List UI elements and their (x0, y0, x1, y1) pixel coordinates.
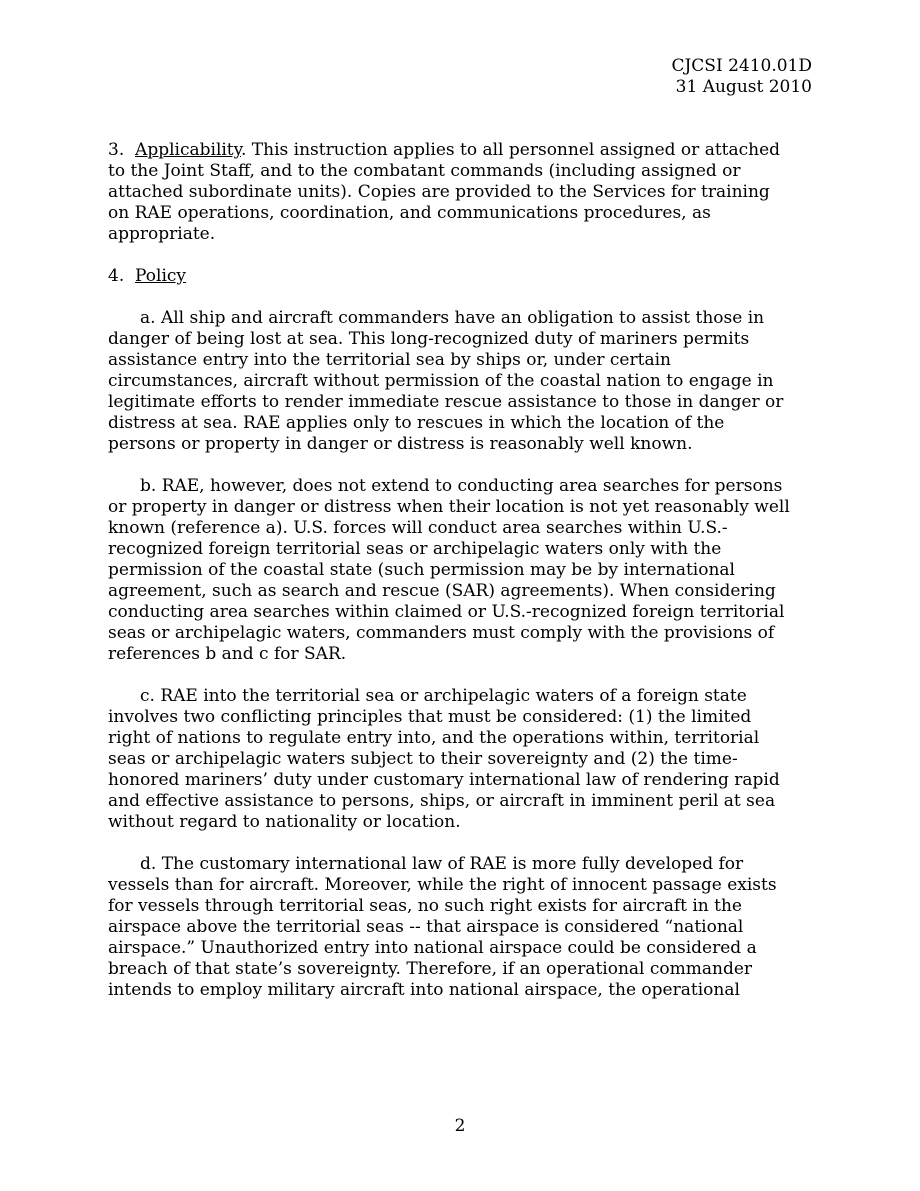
text-line: circumstances, aircraft without permission of the coastal nation to engage in (108, 371, 774, 391)
text-line: to the Joint Staff, and to the combatant commands (including assigned or (108, 161, 741, 181)
section-heading: Policy (135, 266, 187, 286)
text-line: d. The customary international law of RAE is more fully developed for (140, 854, 744, 874)
policy-paragraph-a (108, 308, 812, 455)
policy-heading-paragraph (108, 266, 812, 287)
text-line: assistance entry into the territorial sea by ships or, under certain (108, 350, 671, 370)
text-line: c. RAE into the territorial sea or archipelagic waters of a foreign state (140, 686, 747, 706)
text-line: persons or property in danger or distress is reasonably well known. (108, 434, 693, 454)
text-line: airspace.” Unauthorized entry into national airspace could be considered a (108, 938, 757, 958)
section-number: 4. (108, 266, 125, 286)
policy-paragraph-d (108, 854, 812, 1001)
text-line: attached subordinate units). Copies are provided to the Services for training (108, 182, 770, 202)
text-line: danger of being lost at sea. This long-recognized duty of mariners permits (108, 329, 750, 349)
text-line: intends to employ military aircraft into national airspace, the operational (108, 980, 740, 1000)
text-line: involves two conflicting principles that must be considered: (1) the limited (108, 707, 752, 727)
policy-paragraph-c (108, 686, 812, 833)
document-id: CJCSI 2410.01D (671, 56, 812, 76)
applicability-paragraph (108, 140, 812, 245)
text-line: airspace above the territorial seas -- that airspace is considered “national (108, 917, 744, 937)
document-date: 31 August 2010 (675, 77, 812, 97)
text-line: known (reference a). U.S. forces will conduct area searches within U.S.- (108, 518, 728, 538)
text-line: conducting area searches within claimed or U.S.-recognized foreign territorial (108, 602, 785, 622)
text-line: and effective assistance to persons, ships, or aircraft in imminent peril at sea (108, 791, 776, 811)
text-line: right of nations to regulate entry into, and the operations within, territorial (108, 728, 760, 748)
text-line: on RAE operations, coordination, and communications procedures, as (108, 203, 711, 223)
text-line: without regard to nationality or location. (108, 812, 461, 832)
text-line: a. All ship and aircraft commanders have an obligation to assist those in (140, 308, 765, 328)
text-line: vessels than for aircraft. Moreover, while the right of innocent passage exists (108, 875, 777, 895)
policy-paragraph-b (108, 476, 812, 665)
text-line: legitimate efforts to render immediate rescue assistance to those in danger or (108, 392, 784, 412)
text-line: agreement, such as search and rescue (SAR) agreements). When considering (108, 581, 776, 601)
text-line: recognized foreign territorial seas or archipelagic waters only with the (108, 539, 722, 559)
text-line: references b and c for SAR. (108, 644, 347, 664)
page-number: 2 (454, 1116, 466, 1136)
text-line: appropriate. (108, 224, 216, 244)
text-line (108, 140, 812, 161)
document-body (108, 140, 812, 1022)
text-line: honored mariners’ duty under customary international law of rendering rapid (108, 770, 780, 790)
text-line: or property in danger or distress when their location is not yet reasonably well (108, 497, 790, 517)
text-line-content: . This instruction applies to all personnel assigned or attached (241, 140, 781, 160)
text-line: breach of that state’s sovereignty. Therefore, if an operational commander (108, 959, 753, 979)
text-line: permission of the coastal state (such permission may be by international (108, 560, 735, 580)
text-line: b. RAE, however, does not extend to conducting area searches for persons (140, 476, 783, 496)
section-number: 3. (108, 140, 125, 160)
text-line (108, 266, 812, 287)
text-line: seas or archipelagic waters subject to their sovereignty and (2) the time- (108, 749, 738, 769)
text-line: distress at sea. RAE applies only to rescues in which the location of the (108, 413, 725, 433)
section-heading: Applicability (135, 140, 241, 160)
page-header (671, 56, 812, 98)
text-line: for vessels through territorial seas, no such right exists for aircraft in the (108, 896, 742, 916)
text-line: seas or archipelagic waters, commanders must comply with the provisions of (108, 623, 775, 643)
